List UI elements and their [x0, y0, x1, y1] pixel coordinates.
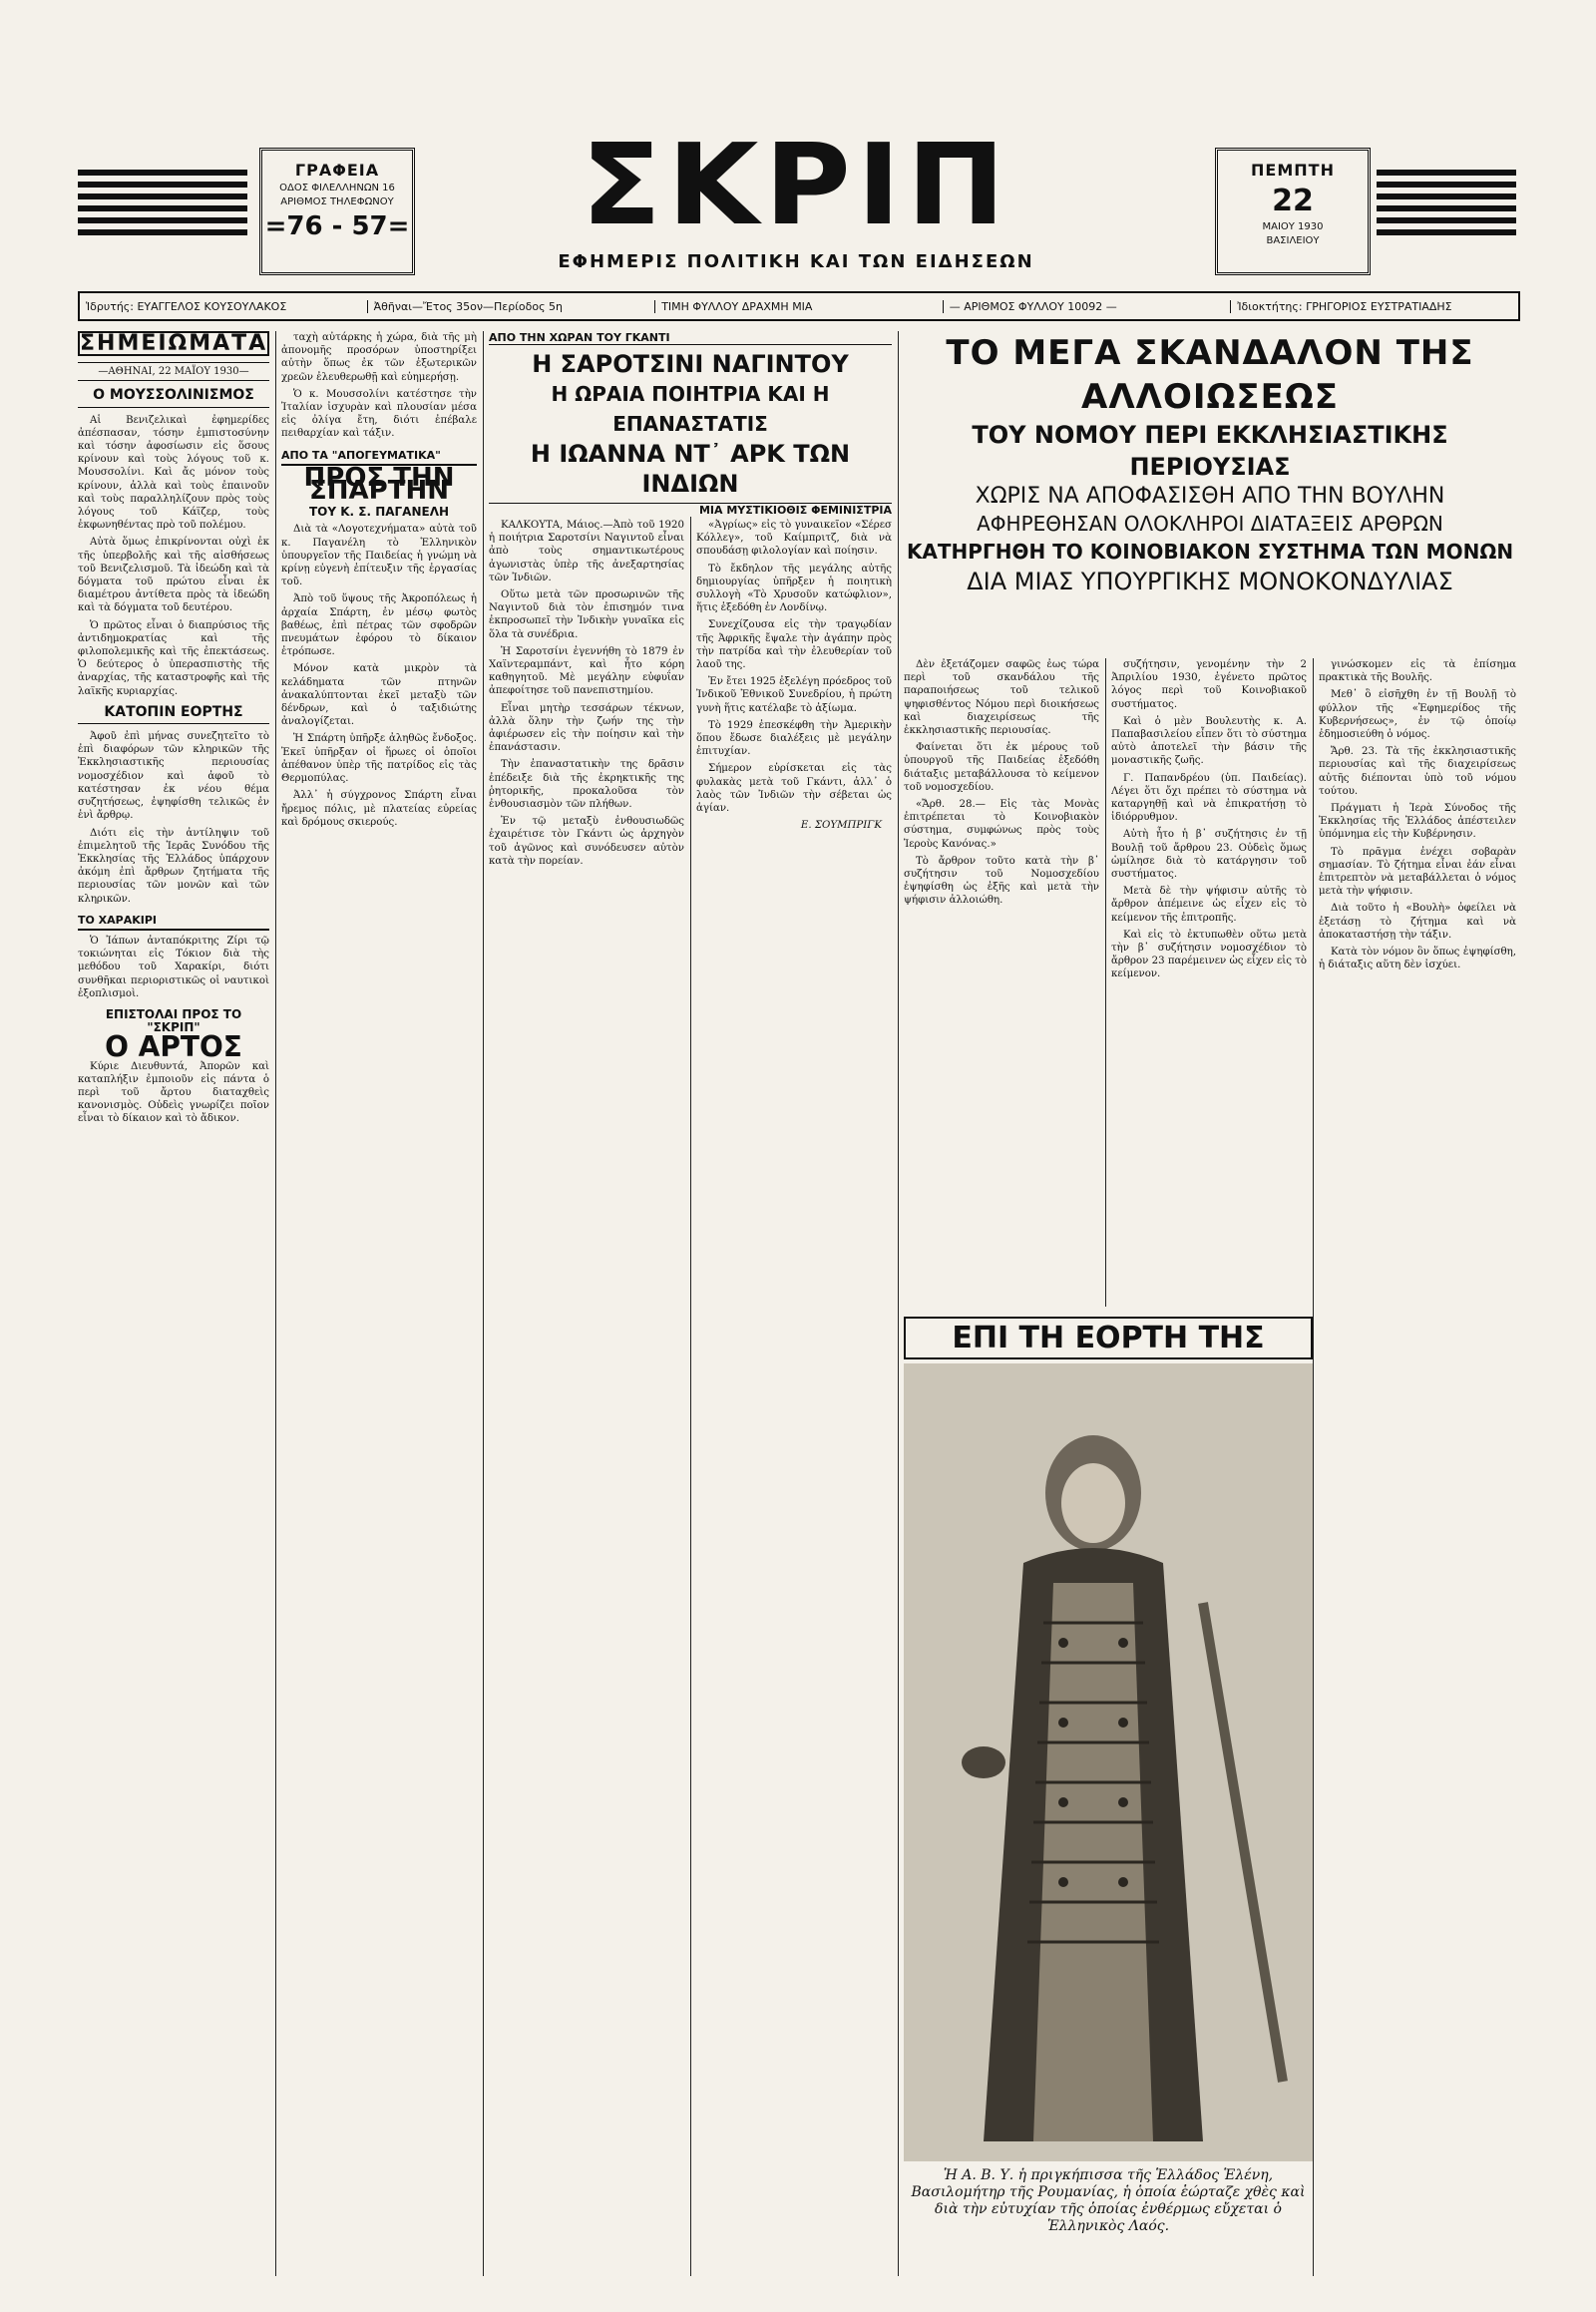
paragraph: γινώσκομεν εἰς τὰ ἐπίσημα πρακτικὰ τῆς Βουλῆς.: [1319, 659, 1516, 684]
headline-line: ΚΑΤΗΡΓΗΘΗ ΤΟ ΚΟΙΝΟΒΙΑΚΟΝ ΣΥΣΤΗΜΑ ΤΩΝ ΜΟΝΩΝ: [906, 540, 1514, 564]
paragraph: Ὁ κ. Μουσσολίνι κατέστησε τὴν Ἰταλίαν ἰσχυρὰν καὶ πλουσίαν μέσα εἰς ὀλίγα ἔτη, διότι ἐπέβαλε πειθαρχίαν καὶ τάξιν.: [281, 388, 477, 440]
paragraph: Καὶ ὁ μὲν Βουλευτὴς κ. Α. Παπαβασιλείου εἶπεν ὅτι τὸ σύστημα αὐτὸ ἀποτελεῖ τὴν βάσιν τῆς μοναστικῆς ζωῆς.: [1111, 715, 1307, 767]
paragraph: Ὁ πρῶτος εἶναι ὁ διαπρύσιος τῆς ἀντιδημοκρατίας καὶ τῆς φιλοπολεμικῆς καὶ τῆς ἐπεκτάσεως. Ὁ δεύτερος ὁ ὑπερασπιστὴς τῆς ἀναρχίας, τῆς καταστροφῆς καὶ τῆς λαϊκῆς κυριαρχίας.: [78, 619, 269, 697]
column-rule: [275, 331, 276, 2276]
paragraph: Ἄρθ. 23. Τὰ τῆς ἐκκλησιαστικῆς περιουσίας καὶ τῆς διαχειρίσεως αὐτῆς διέπονται ὑπὸ τοῦ νόμου τούτου.: [1319, 746, 1516, 797]
paragraph: Συνεχίζουσα εἰς τὴν τραγῳδίαν τῆς Ἀφρικῆς ἔψαλε τὴν ἀγάπην πρὸς τὴν πατρίδα καὶ τὴν ἐλευθερίαν τοῦ λαοῦ της.: [696, 619, 892, 671]
date-box: [1215, 148, 1371, 275]
paragraph: Ἀφοῦ ἐπὶ μήνας συνεζητεῖτο τὸ ἐπὶ διαφόρων τῶν κληρικῶν τῆς Ἐκκλησιαστικῆς περιουσίας νομοσχέδιον καὶ ἀφοῦ τὸ κατέστησαν ἐκ νέου θέμα συζητήσεως, ἐψηφίσθη τελικῶς ἐν ἑνὶ ἄρθρῳ.: [78, 731, 269, 822]
office-address: ΟΔΟΣ ΦΙΛΕΛΛΗΝΩΝ 16: [279, 183, 395, 193]
column-notes: [78, 331, 269, 2276]
paragraph: Αἱ Βενιζελικαὶ ἐφημερίδες ἀπέσπασαν, τόσην ἐμπιστοσύνην καὶ τόσην ἀφοσίωσιν εἰς ὅσους κρίνουν καὶ τοὺς λόγους τοῦ κ. Μουσσολίνι. Καὶ ἄς μόνον τοὺς κρίνουν, ἀλλὰ καὶ τοὺς ἐπαινοῦν καὶ τοὺς παραλληλίζουν πρὸς τοὺς λόγους τοῦ Κάϊζερ, τοὺς ἐκφωνηθέντας πρὸ τοῦ πολέμου.: [78, 414, 269, 532]
paragraph: «Ἀγρίως» εἰς τὸ γυναικεῖον «Σέρεσ Κόλλεγ», τοῦ Καίμπριτζ, διὰ νὰ σπουδάσῃ φιλολογίαν καὶ ποίησιν.: [696, 520, 892, 558]
column-five: [904, 658, 1099, 1307]
paragraph: Εἶναι μητὴρ τεσσάρων τέκνων, ἀλλὰ ὅλην τὴν ζωήν της τὴν ἀφιέρωσεν εἰς τὴν ποίησιν καὶ τὴν ἐπανάστασιν.: [489, 702, 684, 754]
headline-sarojini: [489, 331, 892, 517]
info-bar: [78, 291, 1520, 321]
paragraph: ΚΑΛΚΟΥΤΑ, Μάιος.—Ἀπὸ τοῦ 1920 ἡ ποιήτρια Σαροτσίνι Ναγιντοῦ εἶναι ἀπὸ τοὺς σημαντικωτέρους ἀγωνιστὰς ὑπὲρ τῆς ἀνεξαρτησίας τῶν Ἰνδιῶν.: [489, 520, 684, 583]
photo-feature: [904, 1317, 1313, 2274]
paragraph: συζήτησιν, γενομένην τὴν 2 Ἀπριλίου 1930, ἐγένετο πρῶτος λόγος περὶ τοῦ Κοινοβιακοῦ συστήματος.: [1111, 659, 1307, 710]
article-title-mussolinism: Ο ΜΟΥΣΣΟΛΙΝΙΣΜΟΣ: [78, 389, 269, 407]
day-number: 22: [1272, 184, 1314, 218]
newspaper-page: [78, 100, 1516, 2284]
name-day: ΒΑΣΙΛΕΙΟΥ: [1266, 235, 1320, 246]
issue-number: — ΑΡΙΘΜΟΣ ΦΥΛΛΟΥ 10092 —: [944, 300, 1232, 313]
newspaper-subtitle: ΕΦΗΜΕΡΙΣ ΠΟΛΙΤΙΚΗ ΚΑΙ ΤΩΝ ΕΙΔΗΣΕΩΝ: [558, 251, 1034, 272]
paragraph: Ἀπὸ τοῦ ὕψους τῆς Ἀκροπόλεως ἡ ἀρχαία Σπάρτη, ἐν μέσῳ φωτὸς βαθέως, ἐπὶ πέτρας τῶν σφοδρῶν πνευμάτων ἐφόρου τὸ δίκαιον ἐτρόπωσε.: [281, 593, 477, 658]
headline-line: ΤΟΥ ΝΟΜΟΥ ΠΕΡΙ ΕΚΚΛΗΣΙΑΣΤΙΚΗΣ ΠΕΡΙΟΥΣΙΑΣ: [972, 421, 1448, 481]
headline-line: Η ΙΩΑΝΝΑ ΝΤ᾽ ΑΡΚ ΤΩΝ ΙΝΔΙΩΝ: [530, 440, 851, 498]
column-rule: [690, 331, 691, 2276]
founder: Ἱδρυτής: ΕΥΑΓΓΕΛΟΣ ΚΟΥΣΟΥΛΑΚΟΣ: [80, 300, 368, 313]
column-rule: [1105, 658, 1106, 1307]
headline-line: ΑΦΗΡΕΘΗΣΑΝ ΟΛΟΚΛΗΡΟΙ ΔΙΑΤΑΞΕΙΣ ΑΡΘΡΩΝ: [977, 512, 1443, 536]
paragraph: Τὸ πρᾶγμα ἐνέχει σοβαρὰν σημασίαν. Τὸ ζήτημα εἶναι ἐάν εἶναι ἐπιτρεπτὸν νὰ μεταβάλλεται ὁ νόμος μετὰ τὴν ψήφισιν.: [1319, 846, 1516, 898]
paragraph: Οὕτω μετὰ τῶν προσωρινῶν τῆς Ναγιντοῦ διὰ τὸν ἐπισημόν τινα ἐκπροσωπεῖ τὴν Ἰνδικὴν γυναῖκα εἰς ὅλα τὰ συνέδρια.: [489, 589, 684, 640]
column-two: [281, 331, 477, 2276]
paragraph: Σήμερον εὑρίσκεται εἰς τὰς φυλακὰς μετὰ τοῦ Γκάντι, ἀλλ᾽ ὁ λαὸς τῶν Ἰνδιῶν τὴν σέβεται ὡς ἁγίαν.: [696, 763, 892, 815]
year-period: Ἀθῆναι—Ἔτος 35ον—Περίοδος 5η: [368, 300, 656, 313]
headline-line: ΧΩΡΙΣ ΝΑ ΑΠΟΦΑΣΙΣΘΗ ΑΠΟ ΤΗΝ ΒΟΥΛΗΝ: [975, 484, 1445, 509]
paragraph: Ὁ Ἰάπων ἀνταπόκριτης Ζίρι τῷ τοκιώνηται εἰς Τόκιον διὰ τὴς μεθόδου τοῦ Χαρακίρι, διότι συνθῆκαι περιοριστικῶς οἱ ναυτικοὶ ἐξοπλισμοὶ.: [78, 935, 269, 999]
column-rule: [898, 331, 899, 2276]
owner: Ἰδιοκτήτης: ΓΡΗΓΟΡΙΟΣ ΕΥΣΤΡΑΤΙΑΔΗΣ: [1237, 299, 1452, 313]
column-six: [1111, 658, 1307, 1307]
paragraph: Διὰ τὰ «Λογοτεχνήματα» αὐτὰ τοῦ κ. Παγανέλη τὸ Ἑλληνικὸν ὑπουργεῖον τῆς Παιδείας ἡ γνώμη νὰ κρίνῃ εὐγενὴ ἐπίτευξιν τῆς ἐργασίας τοῦ.: [281, 524, 477, 588]
masthead: [78, 100, 1516, 289]
column-rule: [483, 331, 484, 2276]
paragraph: Ἡ Σαροτσίνι ἐγεννήθη τὸ 1879 ἐν Χαϊντεραμπάντ, καὶ ἦτο κόρη καθηγητοῦ. Μὲ μεγάλην εὐφυΐαν ἀπεφοίτησε τοῦ πανεπιστημίου.: [489, 645, 684, 697]
phone-label: ΑΡΙΘΜΟΣ ΤΗΛΕΦΩΝΟΥ: [280, 196, 394, 207]
headline-line: ΤΟ ΜΕΓΑ ΣΚΑΝΔΑΛΟΝ ΤΗΣ ΑΛΛΟΙΩΣΕΩΣ: [946, 333, 1474, 417]
paragraph: Ἀλλ᾽ ἡ σύγχρονος Σπάρτη εἶναι ἤρεμος πόλις, μὲ πλατείας εὐρείας καὶ δρόμους σκιερούς.: [281, 790, 477, 828]
paragraph: Αὐτὰ ὅμως ἐπικρίνονται οὐχὶ ἐκ τῆς ὑπερβολῆς καὶ τῆς αἰσθήσεως τοῦ Βενιζελισμοῦ. Τὰ ἰδεώδη καὶ τὰ δόγματα τοῦ πρώτου εἶναι ἐκ διαμέτρου ἀντίθετα πρὸς τὰ ἰδεώδη καὶ τὰ δόγματα τοῦ δευτέρου.: [78, 537, 269, 614]
paragraph: Δὲν ἐξετάζομεν σαφῶς ἐως τώρα περὶ τοῦ σκανδάλου τῆς παραποιήσεως τοῦ τελικοῦ ψηφισθέντος Νόμου περὶ διοικήσεως καὶ διαχειρίσεως τῆς ἐκκλησιαστικῆς περιουσίας.: [904, 659, 1099, 737]
price: ΤΙΜΗ ΦΥΛΛΟΥ ΔΡΑΧΜΗ ΜΙΑ: [655, 300, 944, 313]
section-heading-notes: ΣΗΜΕΙΩΜΑΤΑ: [80, 331, 268, 356]
headline-line: Η ΩΡΑΙΑ ΠΟΙΗΤΡΙΑ ΚΑΙ Η ΕΠΑΝΑΣΤΑΤΙΣ: [551, 382, 830, 436]
paragraph: Γ. Παπανδρέου (ὑπ. Παιδείας). Λέγει ὅτι ὄχι πρέπει τὸ σύστημα νὰ καταργηθῇ καὶ νὰ ἐπικρατήσῃ τὸ ἰδιόρρυθμον.: [1111, 772, 1307, 824]
article-title-sparta: ΠΡΟΣ ΤΗΝ ΣΠΑΡΤΗΝ: [303, 462, 455, 507]
paragraph: Μετὰ δὲ τὴν ψήφισιν αὐτῆς τὸ ἄρθρον ἀπέμεινε ὡς εἶχεν εἰς τὸ κείμενον τῆς ἐπιτροπῆς.: [1111, 886, 1307, 924]
princess-portrait-image: [904, 1363, 1313, 2161]
article-title-bread: Ο ΑΡΤΟΣ: [105, 1030, 242, 1064]
paragraph: Κύριε Διευθυντά, Ἀπορῶν καὶ καταπλήξιν ἐμποιοῦν εἰς πάντα ὁ περὶ τοῦ ἄρτου διαταχθεὶς κανονισμὸς. Οὐδεὶς γνωρίζει ποῖον εἶναι τὸ δίκαιον καὶ τὸ ἄδικον.: [78, 1060, 269, 1125]
paragraph: Τὸ 1929 ἐπεσκέφθη τὴν Ἀμερικὴν ὅπου ἔδωσε διαλέξεις μὲ μεγάλην ἐπιτυχίαν.: [696, 719, 892, 758]
column-three: [489, 519, 684, 2276]
paragraph: Κατὰ τὸν νόμον ὃν ὅπως ἐψηφίσθη, ἡ διάταξις αὕτη δὲν ἰσχύει.: [1319, 947, 1516, 971]
paragraph: Αὐτὴ ἦτο ἡ β᾽ συζήτησις ἐν τῇ Βουλῇ τοῦ ἄρθρου 23. Οὐδεὶς ὅμως ὡμίλησε διὰ τὸ κατάργησιν τοῦ συστήματος.: [1111, 829, 1307, 881]
month-year: ΜΑΙΟΥ 1930: [1262, 221, 1324, 232]
paragraph: Μεθ᾽ ὃ εἰσῆχθη ἐν τῇ Βουλῇ τὸ φύλλον τῆς «Ἐφημερίδος τῆς Κυβερνήσεως», ἐν τῷ ὁποίῳ ἐδημοσιεύθη ὁ νόμος.: [1319, 689, 1516, 741]
letters-heading: ΕΠΙΣΤΟΛΑΙ ΠΡΟΣ ΤΟ "ΣΚΡΙΠ": [105, 1006, 242, 1035]
paragraph: Τὸ ἔκδηλον τῆς μεγάλης αὐτῆς δημιουργίας ὑπῆρξεν ἡ ποιητικὴ συλλογὴ «Τὸ Χρυσοῦν κατώφλιον», ἥτις ἐξεδόθη ἐν Λονδίνῳ.: [696, 563, 892, 614]
column-rule: [1313, 658, 1314, 2276]
byline: ΤΟΥ Κ. Σ. ΠΑΓΑΝΕΛΗ: [308, 505, 450, 520]
weekday: ΠΕΜΠΤΗ: [1251, 161, 1335, 180]
paragraph: «Ἄρθ. 28.— Εἰς τὰς Μονὰς ἐπιτρέπεται τὸ Κοινοβιακὸν σύστημα, συμφώνως πρὸς τοὺς Ἱεροὺς Κανόνας.»: [904, 799, 1099, 850]
paragraph: Ἐν ἔτει 1925 ἐξελέγη πρόεδρος τοῦ Ἰνδικοῦ Ἐθνικοῦ Συνεδρίου, ἡ πρώτη γυνὴ ἥτις κατέλαβε τὸ ἀξίωμα.: [696, 676, 892, 714]
decorative-stripes-right: [1377, 170, 1516, 247]
photo-heading: ΕΠΙ ΤΗ ΕΟΡΤΗ ΤΗΣ: [904, 1317, 1313, 1359]
office-label: ΓΡΑΦΕΙΑ: [294, 161, 380, 180]
headline-line: Η ΣΑΡΟΤΣΙΝΙ ΝΑΓΙΝΤΟΥ: [532, 350, 849, 378]
paragraph: Καὶ εἰς τὸ ἐκτυπωθὲν οὕτω μετὰ τὴν β᾽ συζήτησιν νομοσχέδιον τὸ ἄρθρον 23 παρέμεινεν ὡς εἶχεν εἰς τὸ κείμενον.: [1111, 929, 1307, 980]
paragraph: Διὰ τοῦτο ἡ «Βουλὴ» ὀφείλει νὰ ἐξετάσῃ τὸ ζήτημα καὶ νὰ ἀποκαταστήσῃ τὴν τάξιν.: [1319, 903, 1516, 941]
paragraph: Τὸ ἄρθρον τοῦτο κατὰ τὴν β᾽ συζήτησιν τοῦ Νομοσχεδίου ἐψηφίσθη ὡς ἑξῆς καὶ μετὰ τὴν ψήφισιν ἀλλοιώθη.: [904, 855, 1099, 907]
column-seven: [1319, 658, 1516, 2276]
newspaper-title: ΣΚΡΙΠ: [581, 119, 1011, 250]
paragraph: Φαίνεται ὅτι ἐκ μέρους τοῦ ὑπουργοῦ τῆς Παιδείας ἐξεδόθη διάταξις μεταβάλλουσα τὸ κείμενον τοῦ νομοσχεδίου.: [904, 742, 1099, 793]
paragraph: Ἐν τῷ μεταξὺ ἐνθουσιωδῶς ἐχαιρέτισε τὸν Γκάντι ὡς ἀρχηγὸν τοῦ ἀγῶνος καὶ συνόδευσεν αὐτὸν κατὰ τὴν πορείαν.: [489, 816, 684, 867]
phone-number: =76 - 57=: [264, 211, 410, 241]
column-four: [696, 519, 892, 2276]
paragraph: Πράγματι ἡ Ἱερὰ Σύνοδος τῆς Ἐκκλησίας τῆς Ἑλλάδος ἀπέστειλεν ὑπόμνημα εἰς τὴν Κυβέρνησιν.: [1319, 803, 1516, 841]
paragraph: ταχὴ αὐτάρκης ἡ χώρα, διὰ τῆς μὴ ἀπονομῆς προσόρων ὑποστηρίξει αὐτὴν ὅπως ἐκ τῶν ἐξωτερικῶν χρεῶν ἐλευθερωθῇ καὶ εὐημερήσῃ.: [281, 332, 477, 383]
headline-subline: ΜΙΑ ΜΥΣΤΙΚΙΟΘΙΣ ΦΕΜΙΝΙΣΤΡΙΑ: [489, 503, 892, 517]
headline-line: ΔΙΑ ΜΙΑΣ ΥΠΟΥΡΓΙΚΗΣ ΜΟΝΟΚΟΝΔΥΛΙΑΣ: [967, 568, 1453, 595]
main-headline: [904, 331, 1516, 596]
headline-kicker: ΑΠΟ ΤΗΝ ΧΩΡΑΝ ΤΟΥ ΓΚΑΝΤΙ: [489, 331, 892, 345]
paragraph: Μόνον κατὰ μικρὸν τὰ κελάδηματα τῶν πτηνῶν ἀνακαλύπτονται ἐκεῖ μεταξὺ τῶν δένδρων, καὶ ὁ ταξιδιώτης ἀναλογίζεται.: [281, 663, 477, 728]
article-title-after-feast: ΚΑΤΟΠΙΝ ΕΟΡΤΗΣ: [78, 706, 269, 724]
photo-caption: Ἡ Α. Β. Υ. ἡ πριγκήπισσα τῆς Ἑλλάδος Ἑλένη, Βασιλομήτηρ τῆς Ρουμανίας, ἡ ὁποία ἑώρταζε χθὲς καὶ διὰ τὴν εὐτυχίαν τῆς ὁποίας ἐνθέρμως εὔχεται ὁ Ἑλληνικὸς Λαός.: [911, 2167, 1306, 2234]
decorative-stripes-left: [78, 170, 247, 247]
paragraph: Ἡ Σπάρτη ὑπῆρξε ἀληθῶς ἔνδοξος. Ἐκεῖ ὑπῆρξαν οἱ ἥρωες οἱ ὁποῖοι ἀπέθανον ὑπὲρ τῆς πατρίδος εἰς τὰς Θερμοπύλας.: [281, 733, 477, 785]
paragraph: Τὴν ἐπαναστατικὴν της δρᾶσιν ἐπέδειξε διὰ τῆς ἐκρηκτικῆς της ῥητορικῆς, προκαλοῦσα τὸν ἐνθουσιασμὸν τῶν πλήθων.: [489, 759, 684, 811]
dateline: —ΑΘΗΝΑΙ, 22 ΜΑΪΟΥ 1930—: [78, 362, 269, 381]
office-info-box: [259, 148, 415, 275]
signature: Ε. ΣΟΥΜΠΡΙΓΚ: [800, 820, 882, 832]
section-kicker: ΑΠΟ ΤΑ "ΑΠΟΓΕΥΜΑΤΙΚΑ": [281, 449, 477, 466]
article-title-harakiri: ΤΟ ΧΑΡΑΚΙΡΙ: [78, 914, 269, 931]
paragraph: Διότι εἰς τὴν ἀντίληψιν τοῦ ἐπιμελητοῦ τῆς Ἱερᾶς Συνόδου τῆς Ἐκκλησίας τῆς Ἑλλάδος ὑπάρχουν ἀκόμη ἐπὶ ἄρθρων ζητήματα τῆς περιουσίας τῶν μονῶν καὶ τῶν κληρικῶν.: [78, 827, 269, 905]
